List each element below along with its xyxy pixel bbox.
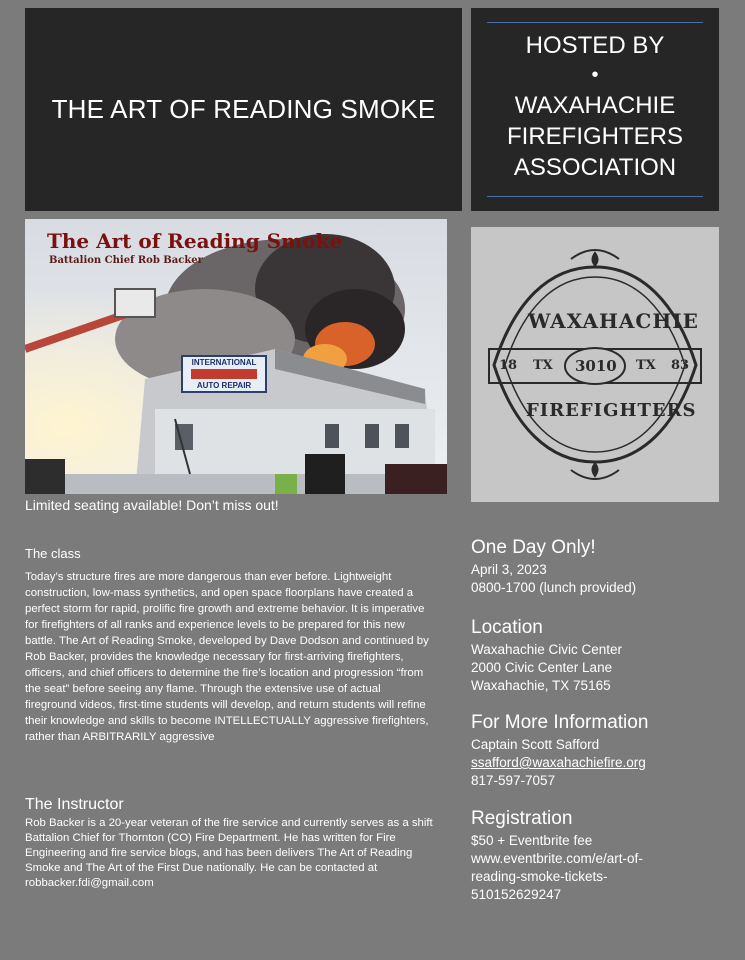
- contact-name: Captain Scott Safford: [471, 737, 600, 752]
- registration-section: [471, 808, 731, 904]
- host-org-line-2: FIREFIGHTERS: [506, 123, 683, 150]
- seal-left-number: 18: [499, 358, 518, 373]
- contact-phone: 817-597-7057: [471, 773, 556, 788]
- host-top-rule: [487, 22, 703, 23]
- seal-left-abbr: TX: [533, 358, 553, 373]
- registration-url-line-1[interactable]: www.eventbrite.com/e/art-of-: [471, 851, 643, 866]
- contact-email-link[interactable]: ssafford@waxahachiefire.org: [471, 755, 646, 770]
- seal-center-number: 3010: [575, 357, 617, 375]
- photo-sign-line-1: INTERNATIONAL: [191, 358, 257, 367]
- hosted-by-label: HOSTED BY: [525, 32, 665, 59]
- registration-url-line-3[interactable]: 510152629247: [471, 887, 562, 902]
- title-box: [25, 8, 462, 211]
- location-line-2: 2000 Civic Center Lane: [471, 660, 613, 675]
- photo-sign-line-2: AUTO REPAIR: [196, 381, 252, 390]
- host-text: [471, 30, 719, 183]
- class-body: Today’s structure fires are more dangerous than ever before. Lightweight construction, low-mass synthetics, and open space floorplans have created a perfect storm for rapid, prolific fire growth and extreme behavior. It is imperative for firefighters of all ranks and experience levels to be prepared for this new battle. The Art of Reading Smoke, developed by Dave Dodson and continued by Rob Backer, provides the knowledge necessary for first-arriving firefighters, officers, and chief officers to determine the fire’s location and progression “from the seat” before seeing any flame. Through the extensive use of actual fireground videos, first-time students will develop, and return students will refine their knowledge and skills to become INTELLECTUALLY aggressive firefighters, rather than ARBITRARILY aggressive: [25, 571, 429, 743]
- event-title: THE ART OF READING SMOKE: [51, 94, 436, 124]
- seal-right-abbr: TX: [636, 358, 656, 373]
- location-section: [471, 617, 731, 695]
- host-org-line-1: WAXAHACHIE: [514, 92, 676, 119]
- registration-fee: $50 + Eventbrite fee: [471, 833, 593, 848]
- photo-subtitle: Battalion Chief Rob Backer: [49, 255, 203, 266]
- registration-url-line-2[interactable]: reading-smoke-tickets-: [471, 869, 608, 884]
- instructor-heading: The Instructor: [25, 796, 124, 813]
- photo-sign: [181, 355, 267, 393]
- class-heading: The class: [25, 546, 81, 561]
- more-info-section: [471, 712, 731, 790]
- seal-bottom-text: FIREFIGHTERS: [526, 400, 697, 421]
- location-line-3: Waxahachie, TX 75165: [471, 678, 611, 693]
- bullet-icon: •: [591, 64, 599, 86]
- fire-photo: [25, 219, 447, 494]
- one-day-section: [471, 537, 731, 597]
- registration-heading: Registration: [471, 808, 573, 829]
- photo-title: The Art of Reading Smoke: [47, 229, 343, 253]
- seal-top-text: WAXAHACHIE: [528, 309, 699, 333]
- host-box: [471, 8, 719, 211]
- limited-seating-note: Limited seating available! Don’t miss out!: [25, 497, 279, 513]
- instructor-body: Rob Backer is a 20-year veteran of the fire service and currently serves as a shift Battalion Chief for Thornton (CO) Fire Department. He has written for Fire Engineering and fire service blogs, and has been delivers The Art of Reading Smoke and The Art of the First Due nationally. He can be contacted at robbacker.fdi@gmail.com: [25, 817, 433, 889]
- host-org-line-3: ASSOCIATION: [513, 154, 677, 181]
- host-bottom-rule: [487, 196, 703, 197]
- class-section: [25, 546, 435, 745]
- event-date: April 3, 2023: [471, 562, 547, 577]
- one-day-heading: One Day Only!: [471, 537, 596, 558]
- location-line-1: Waxahachie Civic Center: [471, 642, 623, 657]
- seal-right-number: 83: [671, 358, 690, 373]
- sign-car-graphic: [191, 369, 257, 379]
- firefighters-seal: [471, 227, 719, 502]
- location-heading: Location: [471, 617, 543, 638]
- event-time: 0800-1700 (lunch provided): [471, 580, 637, 595]
- more-info-heading: For More Information: [471, 712, 649, 733]
